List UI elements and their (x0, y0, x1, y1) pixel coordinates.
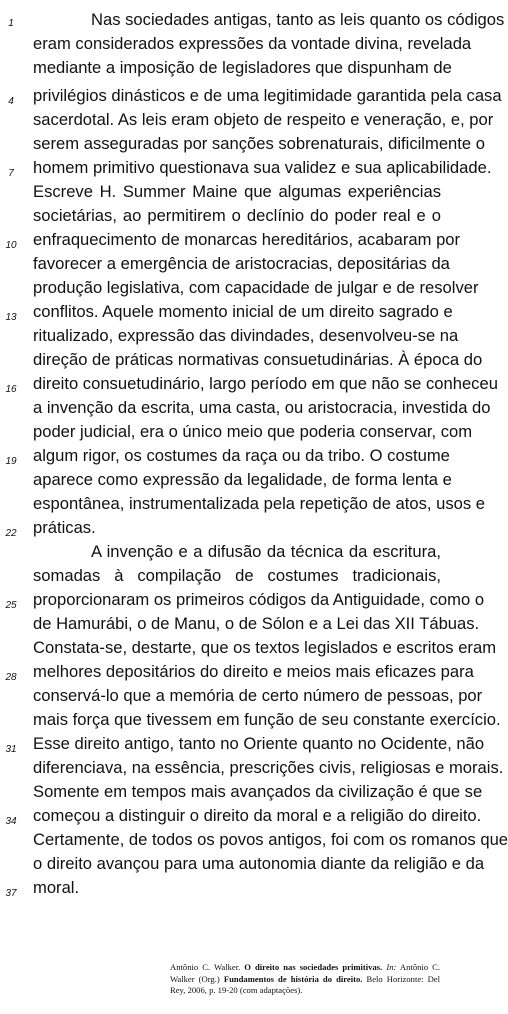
text-line: sacerdotal. As leis eram objeto de respeito e veneração, e, por (33, 110, 494, 129)
text-line: direção de práticas normativas consuetudinárias. À época do (33, 350, 483, 369)
text-line: mais força que tivessem em função de seu constante exercício. (33, 710, 501, 729)
text-line: Constata-se, destarte, que os textos legislados e escritos eram (33, 638, 497, 657)
line-number-37: 37 (5, 888, 17, 899)
text-line: enfraquecimento de monarcas hereditários, acabaram por (33, 230, 461, 249)
text-line: aparece como expressão da legalidade, de forma lenta e (33, 470, 452, 489)
line-number-7: 7 (8, 168, 14, 179)
text-line: proporcionaram os primeiros códigos da Antiguidade, como o (33, 590, 485, 609)
line-number-10: 10 (5, 240, 17, 251)
line-number-19: 19 (5, 456, 17, 467)
line-number-28: 28 (5, 672, 17, 683)
citation-publisher: Belo Horizonte: Del Rey, 2006, p. 19-20 (com adaptações). (170, 973, 441, 995)
text-line: eram considerados expressões da vontade divina, revelada (33, 34, 472, 53)
text-line: Escreve H. Summer Maine que algumas experiências (33, 182, 441, 201)
text-line: produção legislativa, com capacidade de julgar e de resolver (33, 278, 479, 297)
text-line: diferenciava, na essência, prescrições civis, religiosas e morais. (33, 758, 504, 777)
text-line: direito consuetudinário, largo período em que não se conheceu (33, 374, 498, 393)
citation-author: Antônio C. Walker. (170, 962, 241, 972)
text-line: práticas. (33, 518, 96, 537)
text-line: a invenção da escrita, uma casta, ou aristocracia, investida do (33, 398, 491, 417)
text-line: privilégios dinásticos e de uma legitimidade garantida pela casa (33, 86, 502, 105)
text-line: melhores depositários do direito e meios mais eficazes para (33, 662, 474, 681)
text-line: poder judicial, era o único meio que poderia conservar, com (33, 422, 473, 441)
text-line: começou a distinguir o direito da moral e a religião do direito. (33, 806, 482, 825)
text-line: mediante a imposição de legisladores que dispunham de (33, 58, 452, 77)
line-number-4: 4 (8, 96, 14, 107)
text-line: conservá-lo que a memória de certo número de pessoas, por (33, 686, 483, 705)
citation-in: In: (386, 962, 397, 972)
line-number-25: 25 (5, 600, 17, 611)
text-line: o direito avançou para uma autonomia diante da religião e da (33, 854, 485, 873)
text-line: Somente em tempos mais avançados da civilização é que se (33, 782, 483, 801)
citation-editor: Antônio C. Walker (Org.) (170, 962, 441, 984)
text-line: moral. (33, 878, 80, 897)
line-number-1: 1 (8, 18, 14, 29)
text-line: de Hamurábi, o de Manu, o de Sólon e a Lei das XII Tábuas. (33, 614, 480, 633)
text-line: favorecer a emergência de aristocracias, depositárias da (33, 254, 450, 273)
line-number-22: 22 (5, 528, 17, 539)
citation-book: Fundamentos de história do direito. (223, 973, 363, 984)
line-number-16: 16 (5, 384, 17, 395)
text-line: Nas sociedades antigas, tanto as leis quanto os códigos (91, 10, 505, 29)
text-line: conflitos. Aquele momento inicial de um direito sagrado e (33, 302, 453, 321)
text-line: serem asseguradas por sanções sobrenaturais, dificilmente o (33, 134, 485, 153)
text-line: somadas à compilação de costumes tradicionais, (33, 566, 441, 585)
text-line: algum rigor, os costumes da raça ou da tribo. O costume (33, 446, 450, 465)
citation-title: O direito nas sociedades primitivas. (244, 962, 383, 972)
text-line: Certamente, de todos os povos antigos, foi com os romanos que (33, 830, 508, 849)
text-line: homem primitivo questionava sua validez e sua aplicabilidade. (33, 158, 492, 177)
text-line: societárias, ao permitirem o declínio do poder real e o (33, 206, 441, 225)
citation (170, 962, 440, 997)
text-line: ritualizado, expressão das divindades, desenvolveu-se na (33, 326, 459, 345)
text-line: espontânea, instrumentalizada pela repetição de atos, usos e (33, 494, 486, 513)
text-line: Esse direito antigo, tanto no Oriente quanto no Ocidente, não (33, 734, 485, 753)
line-number-31: 31 (5, 744, 17, 755)
line-number-13: 13 (5, 312, 17, 323)
text-line: A invenção e a difusão da técnica da escritura, (91, 542, 441, 561)
line-number-34: 34 (5, 816, 17, 827)
